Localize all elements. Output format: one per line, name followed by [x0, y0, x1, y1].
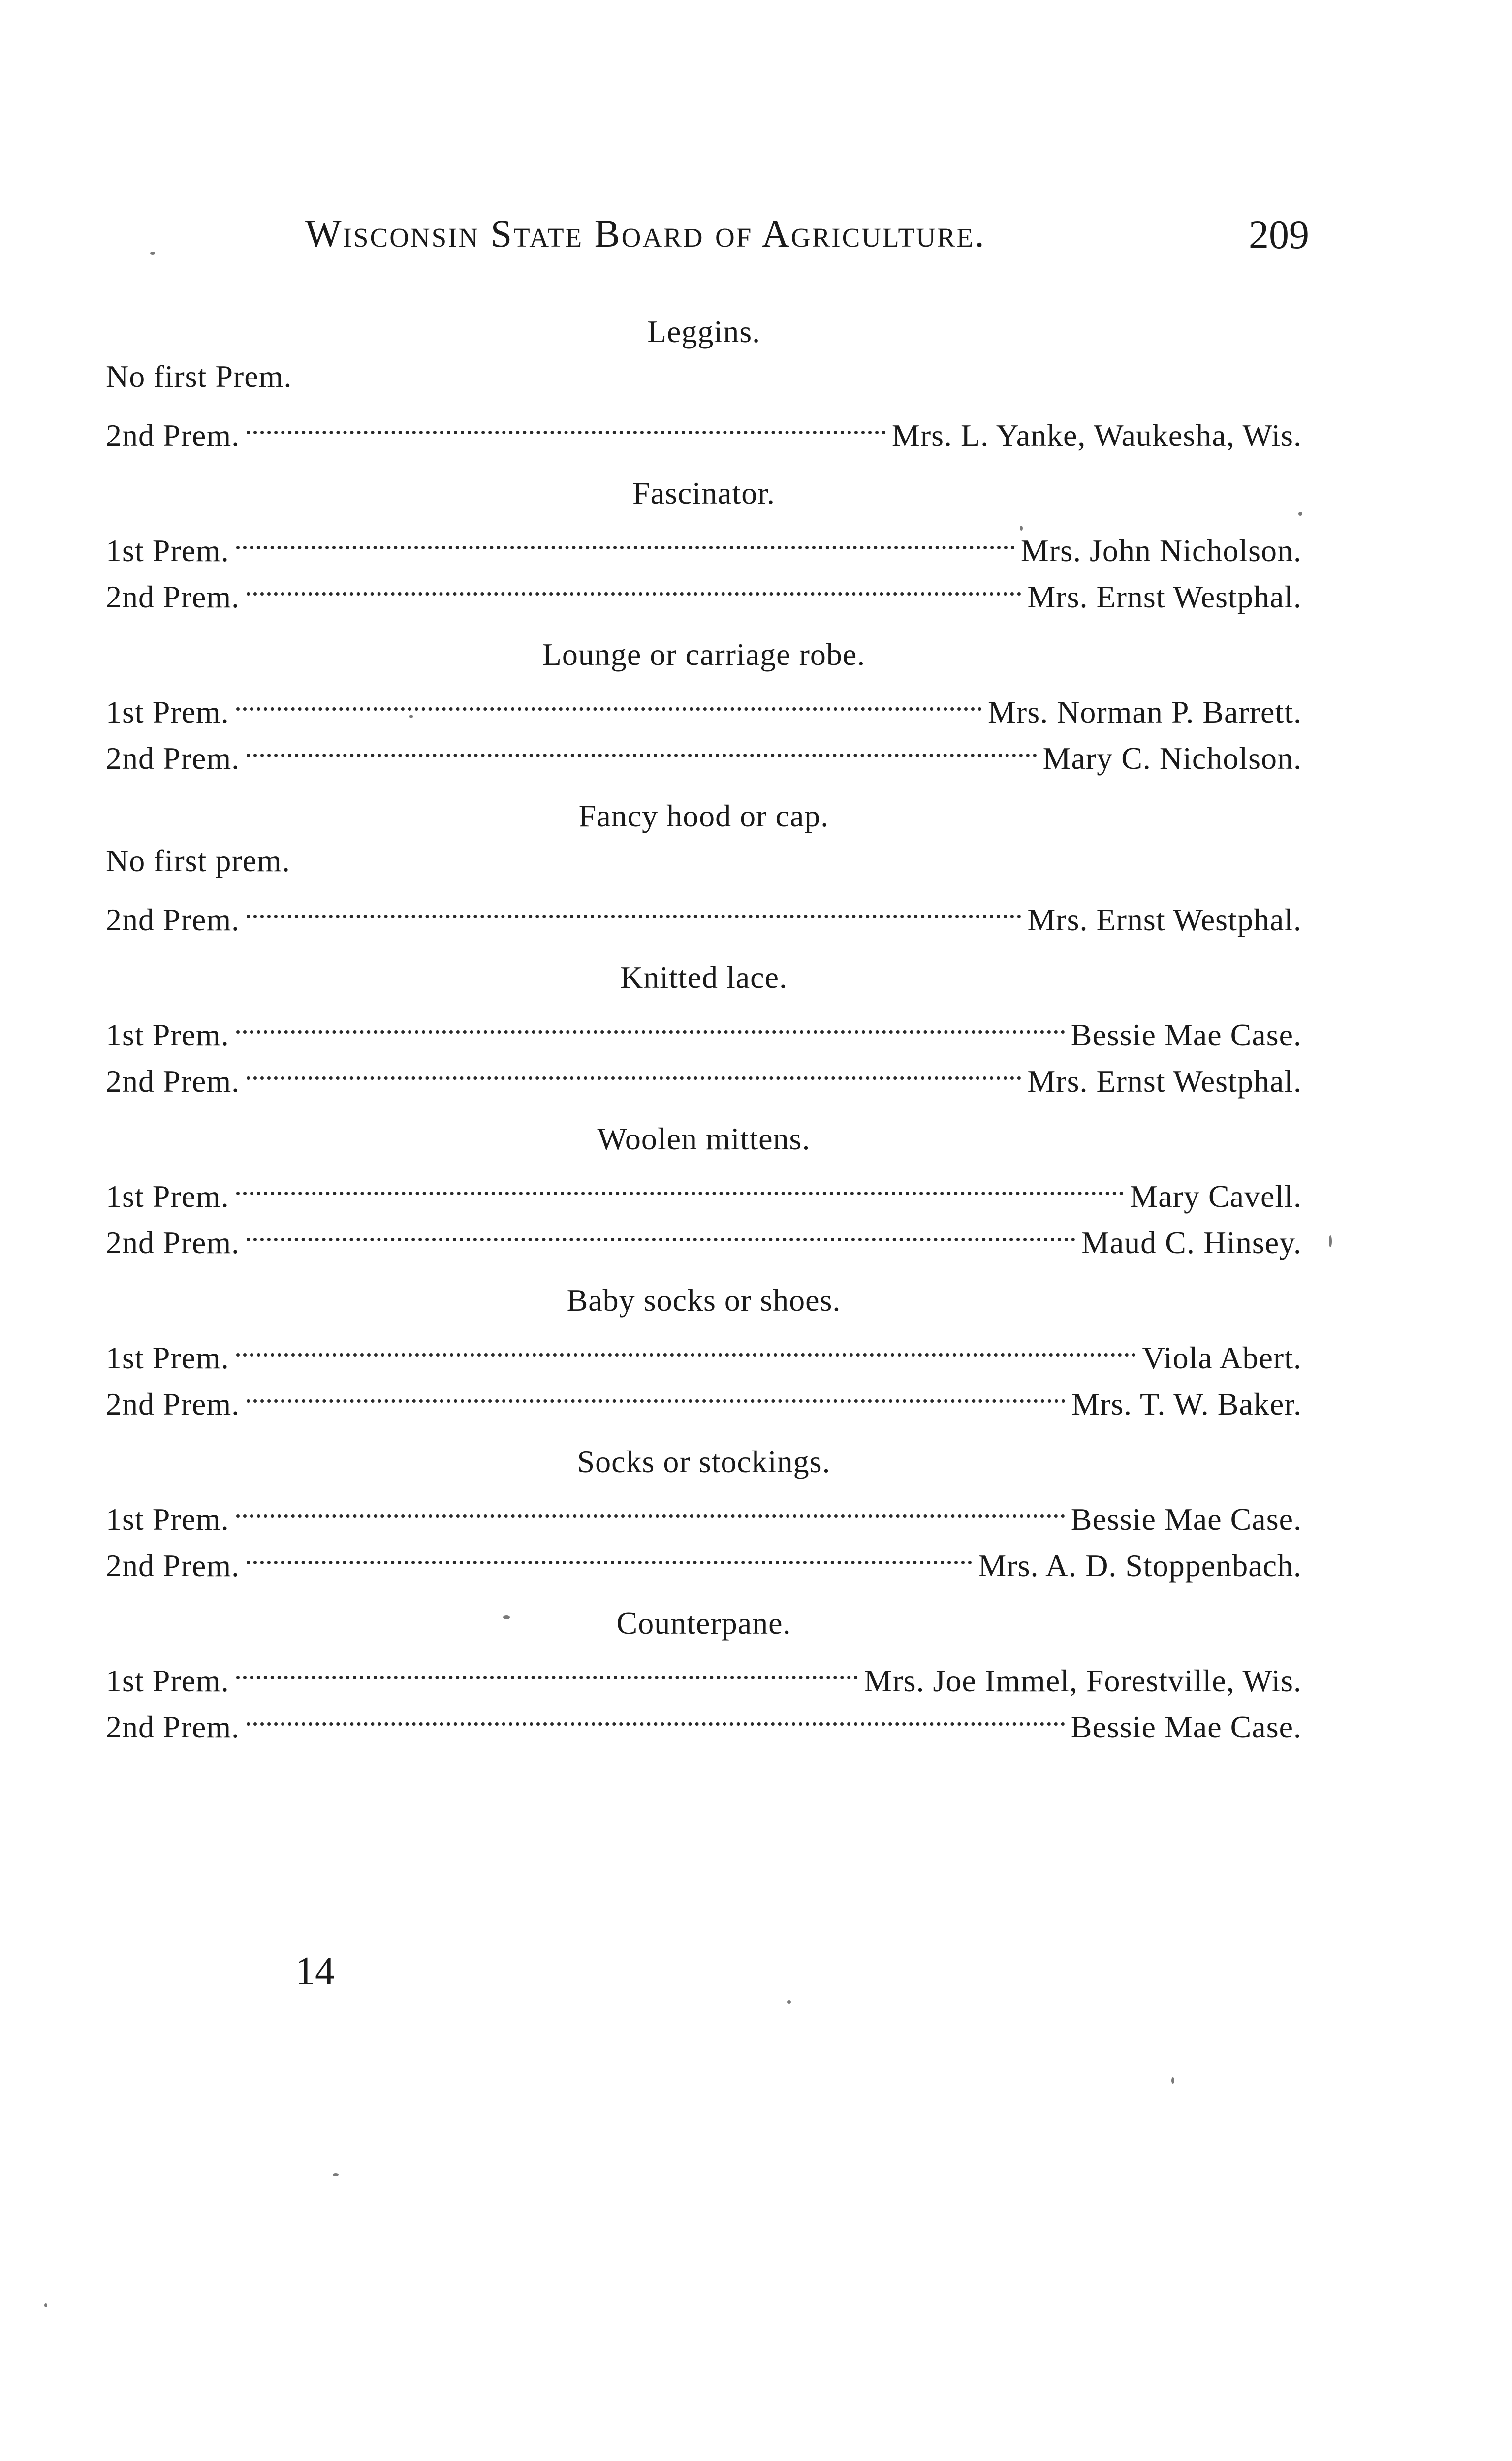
premium-winner: Mrs. John Nicholson. — [1020, 533, 1302, 568]
dot-leader — [247, 1368, 1066, 1415]
premium-label: 1st Prem. — [106, 694, 229, 729]
premium-winner: Maud C. Hinsey. — [1081, 1225, 1302, 1260]
dot-leader — [247, 1691, 1065, 1737]
premium-winner: Mrs. L. Yanke, Waukesha, Wis. — [891, 418, 1302, 453]
premium-label: 2nd Prem. — [106, 1548, 240, 1583]
premium-entry — [106, 999, 1302, 1052]
premium-section — [106, 1440, 1302, 1583]
premium-label: 2nd Prem. — [106, 902, 240, 937]
section-title: Woolen mittens. — [597, 1121, 811, 1156]
premium-label: 2nd Prem. — [106, 1709, 240, 1744]
premium-label: 2nd Prem. — [106, 418, 240, 453]
premium-winner: Bessie Mae Case. — [1071, 1502, 1302, 1537]
premium-section — [106, 794, 1302, 937]
scan-speck — [503, 1615, 510, 1619]
premium-entry — [106, 1161, 1302, 1214]
premium-winner: Mrs. Norman P. Barrett. — [987, 694, 1302, 729]
premium-section — [106, 956, 1302, 1099]
premium-winner: Mrs. Ernst Westphal. — [1027, 902, 1302, 937]
premium-entry — [106, 1322, 1302, 1375]
section-title: Counterpane. — [616, 1606, 791, 1641]
section-title: Socks or stockings. — [577, 1444, 831, 1479]
premium-label: 1st Prem. — [106, 1340, 229, 1375]
premium-section — [106, 1602, 1302, 1744]
premium-winner: Mary C. Nicholson. — [1042, 741, 1302, 776]
running-head: Wisconsin State Board of Agriculture. — [305, 212, 986, 255]
signature-mark: 14 — [295, 1950, 335, 1993]
premium-entry — [106, 676, 1302, 729]
premium-label: 2nd Prem. — [106, 1064, 240, 1099]
scan-speck — [410, 715, 413, 718]
premium-label: 1st Prem. — [106, 1017, 229, 1052]
section-title: Knitted lace. — [620, 960, 788, 995]
premium-label: 1st Prem. — [106, 1663, 229, 1698]
dot-leader — [236, 515, 1015, 561]
premium-winner: Mrs. Joe Immel, Forestville, Wis. — [864, 1663, 1302, 1698]
dot-leader — [247, 1045, 1021, 1092]
premium-list — [106, 310, 1302, 1763]
section-title: Lounge or carriage robe. — [542, 637, 866, 672]
premium-label: 2nd Prem. — [106, 1225, 240, 1260]
premium-label: 2nd Prem. — [106, 1387, 240, 1421]
premium-entry — [106, 400, 1302, 453]
scan-speck — [1298, 512, 1302, 516]
premium-section — [106, 1117, 1302, 1260]
premium-section — [106, 633, 1302, 776]
scan-speck — [1171, 2077, 1174, 2084]
premium-winner: Mrs. Ernst Westphal. — [1027, 579, 1302, 614]
premium-winner: Mary Cavell. — [1130, 1179, 1302, 1214]
premium-note: No first prem. — [106, 843, 290, 878]
dot-leader — [236, 1645, 858, 1691]
scan-speck — [788, 2000, 791, 2004]
dot-leader — [247, 723, 1037, 769]
premium-entry — [106, 1645, 1302, 1698]
premium-winner: Bessie Mae Case. — [1071, 1017, 1302, 1052]
scan-speck — [150, 252, 155, 255]
scan-speck — [44, 2303, 47, 2307]
dot-leader — [236, 1161, 1124, 1207]
premium-label: 1st Prem. — [106, 1179, 229, 1214]
dot-leader — [247, 1530, 972, 1576]
premium-entry — [106, 515, 1302, 568]
section-title: Leggins. — [647, 314, 761, 349]
dot-leader — [247, 400, 886, 446]
premium-label: 1st Prem. — [106, 533, 229, 568]
section-title: Fancy hood or cap. — [578, 798, 829, 833]
premium-section — [106, 1279, 1302, 1421]
premium-note: No first Prem. — [106, 359, 292, 394]
section-title: Baby socks or shoes. — [567, 1283, 841, 1318]
section-title: Fascinator. — [632, 475, 776, 510]
premium-section — [106, 310, 1302, 453]
premium-winner: Mrs. A. D. Stoppenbach. — [978, 1548, 1302, 1583]
premium-entry — [106, 1483, 1302, 1537]
premium-section — [106, 472, 1302, 614]
scan-speck — [1020, 526, 1023, 531]
dot-leader — [247, 561, 1021, 607]
premium-winner: Mrs. Ernst Westphal. — [1027, 1064, 1302, 1099]
dot-leader — [236, 1483, 1065, 1530]
premium-entry — [106, 1207, 1302, 1260]
premium-label: 1st Prem. — [106, 1502, 229, 1537]
dot-leader — [236, 999, 1065, 1045]
dot-leader — [236, 1322, 1136, 1368]
premium-winner: Viola Abert. — [1142, 1340, 1302, 1375]
premium-label: 2nd Prem. — [106, 579, 240, 614]
premium-entry — [106, 1368, 1302, 1421]
dot-leader — [247, 884, 1021, 930]
premium-label: 2nd Prem. — [106, 741, 240, 776]
scan-speck — [333, 2173, 339, 2176]
page-number: 209 — [1249, 212, 1309, 257]
premium-winner: Bessie Mae Case. — [1071, 1709, 1302, 1744]
premium-entry — [106, 884, 1302, 937]
scan-speck — [1329, 1235, 1332, 1247]
premium-winner: Mrs. T. W. Baker. — [1071, 1387, 1302, 1421]
dot-leader — [247, 1207, 1075, 1253]
dot-leader — [236, 676, 982, 723]
